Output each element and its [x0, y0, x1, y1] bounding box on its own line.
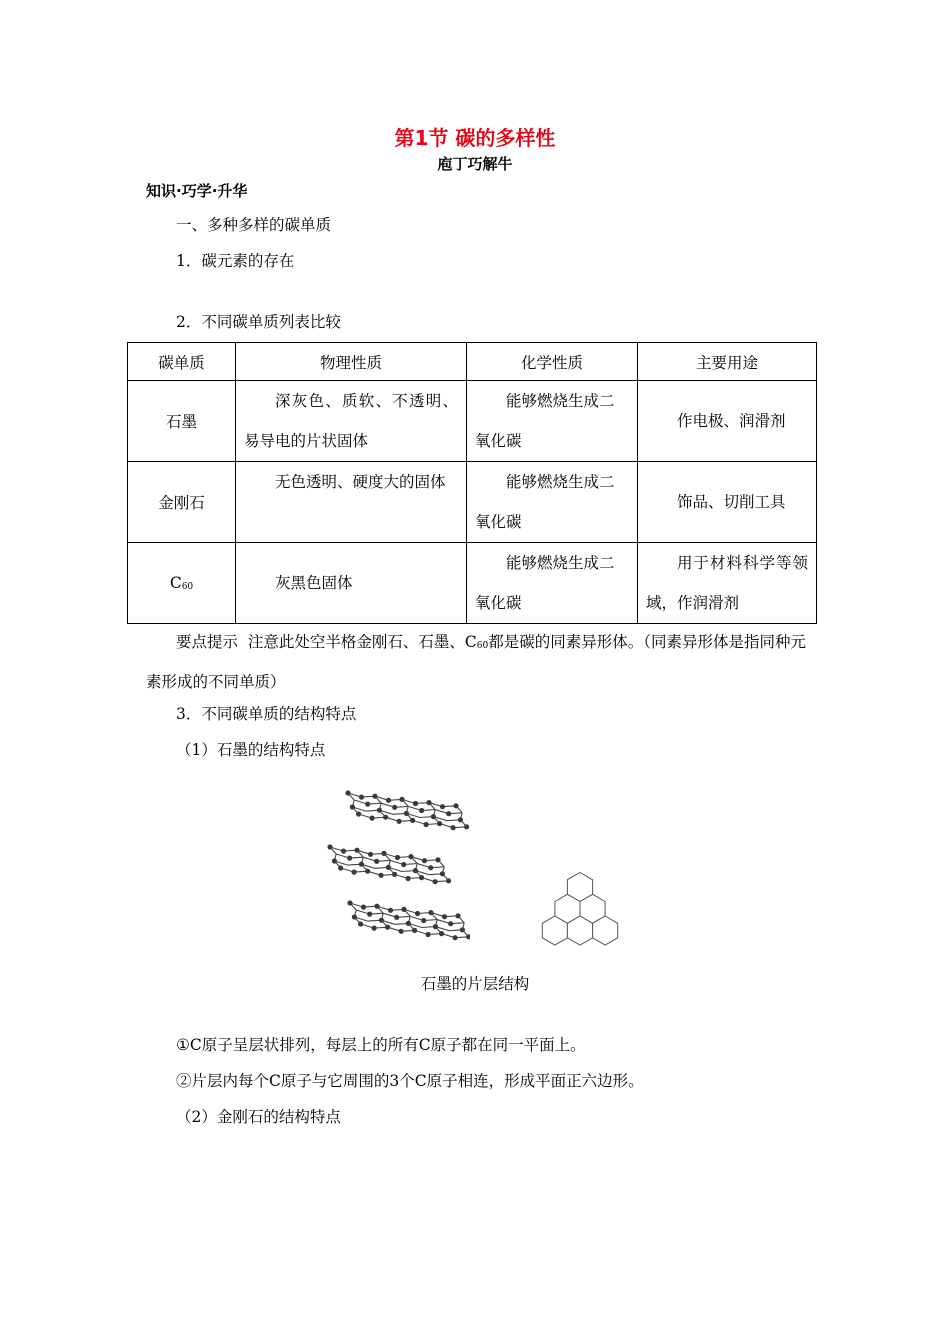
carbon-atom	[410, 818, 415, 823]
carbon-atom	[399, 797, 404, 802]
table-cell-chemical	[467, 462, 638, 543]
carbon-atom	[446, 878, 451, 883]
carbon-atom	[433, 879, 438, 884]
carbon-atom	[437, 821, 442, 826]
table-cell-use	[638, 462, 817, 543]
point-hexagon: ②片层内每个C原子与它周围的3个C原子相连，形成平面正六边形。	[176, 1072, 644, 1090]
table-cell-physical	[236, 462, 467, 543]
carbon-atom	[404, 811, 409, 816]
formula-subscript: 60	[181, 582, 194, 592]
carbon-atom	[395, 855, 400, 860]
table-cell-text: 无色透明、硬度大的固体	[275, 473, 446, 491]
carbon-atom	[460, 927, 465, 932]
carbon-atom	[401, 907, 406, 912]
carbon-atom	[440, 871, 445, 876]
carbon-atom	[458, 817, 463, 822]
table-header-cell: 化学性质	[467, 343, 638, 381]
carbon-atom	[453, 935, 458, 940]
carbon-atom	[392, 805, 397, 810]
carbon-atom	[377, 808, 382, 813]
hexagon-lattice-diagram	[535, 865, 625, 960]
carbon-atom	[464, 824, 469, 829]
carbon-atom	[374, 904, 379, 909]
carbon-atom	[368, 852, 373, 857]
carbon-atom	[356, 811, 361, 816]
table-cell-text: 能够燃烧生成二氧化碳	[475, 392, 615, 450]
sub-graphite-structure: （1）石墨的结构特点	[176, 741, 326, 759]
carbon-atom	[347, 900, 352, 905]
carbon-atom	[424, 822, 429, 827]
carbon-atom	[394, 915, 399, 920]
table-cell-name	[128, 543, 236, 624]
carbon-atom	[374, 859, 379, 864]
carbon-atom	[352, 870, 357, 875]
carbon-atom	[381, 851, 386, 856]
carbon-atom	[354, 848, 359, 853]
carbon-atom	[419, 808, 424, 813]
carbon-atom	[361, 905, 366, 910]
page-subtitle: 庖丁巧解牛	[437, 155, 513, 173]
carbon-atom	[372, 926, 377, 931]
table-header-cell: 物理性质	[236, 343, 467, 381]
carbon-atom	[401, 862, 406, 867]
table-cell-name: 石墨	[128, 381, 236, 462]
carbon-atom	[358, 921, 363, 926]
carbon-atom	[388, 908, 393, 913]
table-cell-physical	[236, 543, 467, 624]
carbon-atom	[448, 921, 453, 926]
carbon-atom	[453, 803, 458, 808]
carbon-atom	[412, 928, 417, 933]
table-row	[128, 462, 817, 543]
table-row	[128, 381, 817, 462]
carbon-atom	[433, 924, 438, 929]
table-cell-name: 金刚石	[128, 462, 236, 543]
table-header-cell: 主要用途	[638, 343, 817, 381]
carbon-atom	[352, 914, 357, 919]
section-heading: 知识·巧学·升华	[146, 182, 248, 200]
table-header-row	[128, 343, 817, 381]
carbon-atom	[379, 918, 384, 923]
carbon-atom	[341, 849, 346, 854]
carbon-atom	[345, 790, 350, 795]
note-text: 注意此处空半格金刚石、石墨、C	[247, 633, 477, 651]
table-header-cell: 碳单质	[128, 343, 236, 381]
carbon-atom	[428, 865, 433, 870]
item-carbon-existence: 1．碳元素的存在	[176, 252, 295, 270]
carbon-atom	[379, 873, 384, 878]
item-table-compare: 2．不同碳单质列表比较	[176, 313, 341, 331]
carbon-atom	[350, 804, 355, 809]
carbon-atom	[435, 857, 440, 862]
carbon-atom	[406, 876, 411, 881]
note-label: 要点提示	[176, 633, 239, 651]
carbon-atom	[332, 858, 337, 863]
table-cell-text: 用于材料科学等领域，作润滑剂	[646, 554, 808, 612]
carbon-atom	[419, 875, 424, 880]
carbon-atom	[408, 854, 413, 859]
carbon-atom	[415, 911, 420, 916]
carbon-atom	[399, 929, 404, 934]
carbon-atom	[372, 794, 377, 799]
comparison-table	[127, 342, 817, 624]
table-cell-use	[638, 381, 817, 462]
carbon-atom	[455, 913, 460, 918]
table-cell-physical	[236, 381, 467, 462]
formula-subscript: 60	[476, 641, 489, 651]
carbon-atom	[442, 914, 447, 919]
table-cell-text: 灰黑色固体	[275, 574, 353, 592]
carbon-atom	[422, 858, 427, 863]
carbon-atom	[397, 819, 402, 824]
carbon-atom	[406, 921, 411, 926]
key-point-note	[146, 624, 812, 700]
carbon-atom	[440, 804, 445, 809]
carbon-atom	[426, 800, 431, 805]
carbon-atom	[451, 825, 456, 830]
carbon-atom	[385, 925, 390, 930]
carbon-atom	[338, 865, 343, 870]
table-cell-chemical	[467, 381, 638, 462]
formula-c: C	[169, 574, 182, 592]
carbon-atom	[421, 918, 426, 923]
carbon-atom	[428, 910, 433, 915]
carbon-atom	[413, 868, 418, 873]
page-title: 第1节 碳的多样性	[394, 126, 556, 150]
carbon-atom	[370, 816, 375, 821]
table-cell-text: 饰品、切削工具	[677, 493, 786, 511]
carbon-atom	[431, 814, 436, 819]
carbon-atom	[386, 798, 391, 803]
graphite-layer-diagram	[320, 785, 470, 950]
table-cell-use	[638, 543, 817, 624]
figure-caption: 石墨的片层结构	[420, 975, 530, 993]
heading-carbon-allotropes: 一、多种多样的碳单质	[176, 216, 332, 234]
carbon-atom	[327, 844, 332, 849]
carbon-atom	[392, 872, 397, 877]
carbon-atom	[446, 811, 451, 816]
carbon-atom	[347, 856, 352, 861]
table-cell-text: 深灰色、质软、不透明、易导电的片状固体	[244, 392, 458, 450]
table-cell-chemical	[467, 543, 638, 624]
carbon-atom	[439, 931, 444, 936]
table-cell-text: 能够燃烧生成二氧化碳	[475, 473, 615, 531]
table-cell-text: 能够燃烧生成二氧化碳	[475, 554, 615, 612]
carbon-atom	[359, 862, 364, 867]
item-structure: 3．不同碳单质的结构特点	[176, 705, 357, 723]
carbon-atom	[383, 815, 388, 820]
carbon-atom	[365, 802, 370, 807]
point-layered: ①C原子呈层状排列，每层上的所有C原子都在同一平面上。	[176, 1036, 586, 1054]
carbon-atom	[367, 912, 372, 917]
carbon-atom	[359, 795, 364, 800]
table-cell-text: 作电极、润滑剂	[677, 412, 786, 430]
sub-diamond-structure: （2）金刚石的结构特点	[176, 1108, 341, 1126]
note-text: 都是碳的同素异形体。（同素异形体是指同种元素形成的不同单质）	[146, 633, 806, 691]
table-row	[128, 543, 817, 624]
carbon-atom	[386, 865, 391, 870]
carbon-atom	[413, 801, 418, 806]
carbon-atom	[426, 932, 431, 937]
carbon-atom	[365, 869, 370, 874]
